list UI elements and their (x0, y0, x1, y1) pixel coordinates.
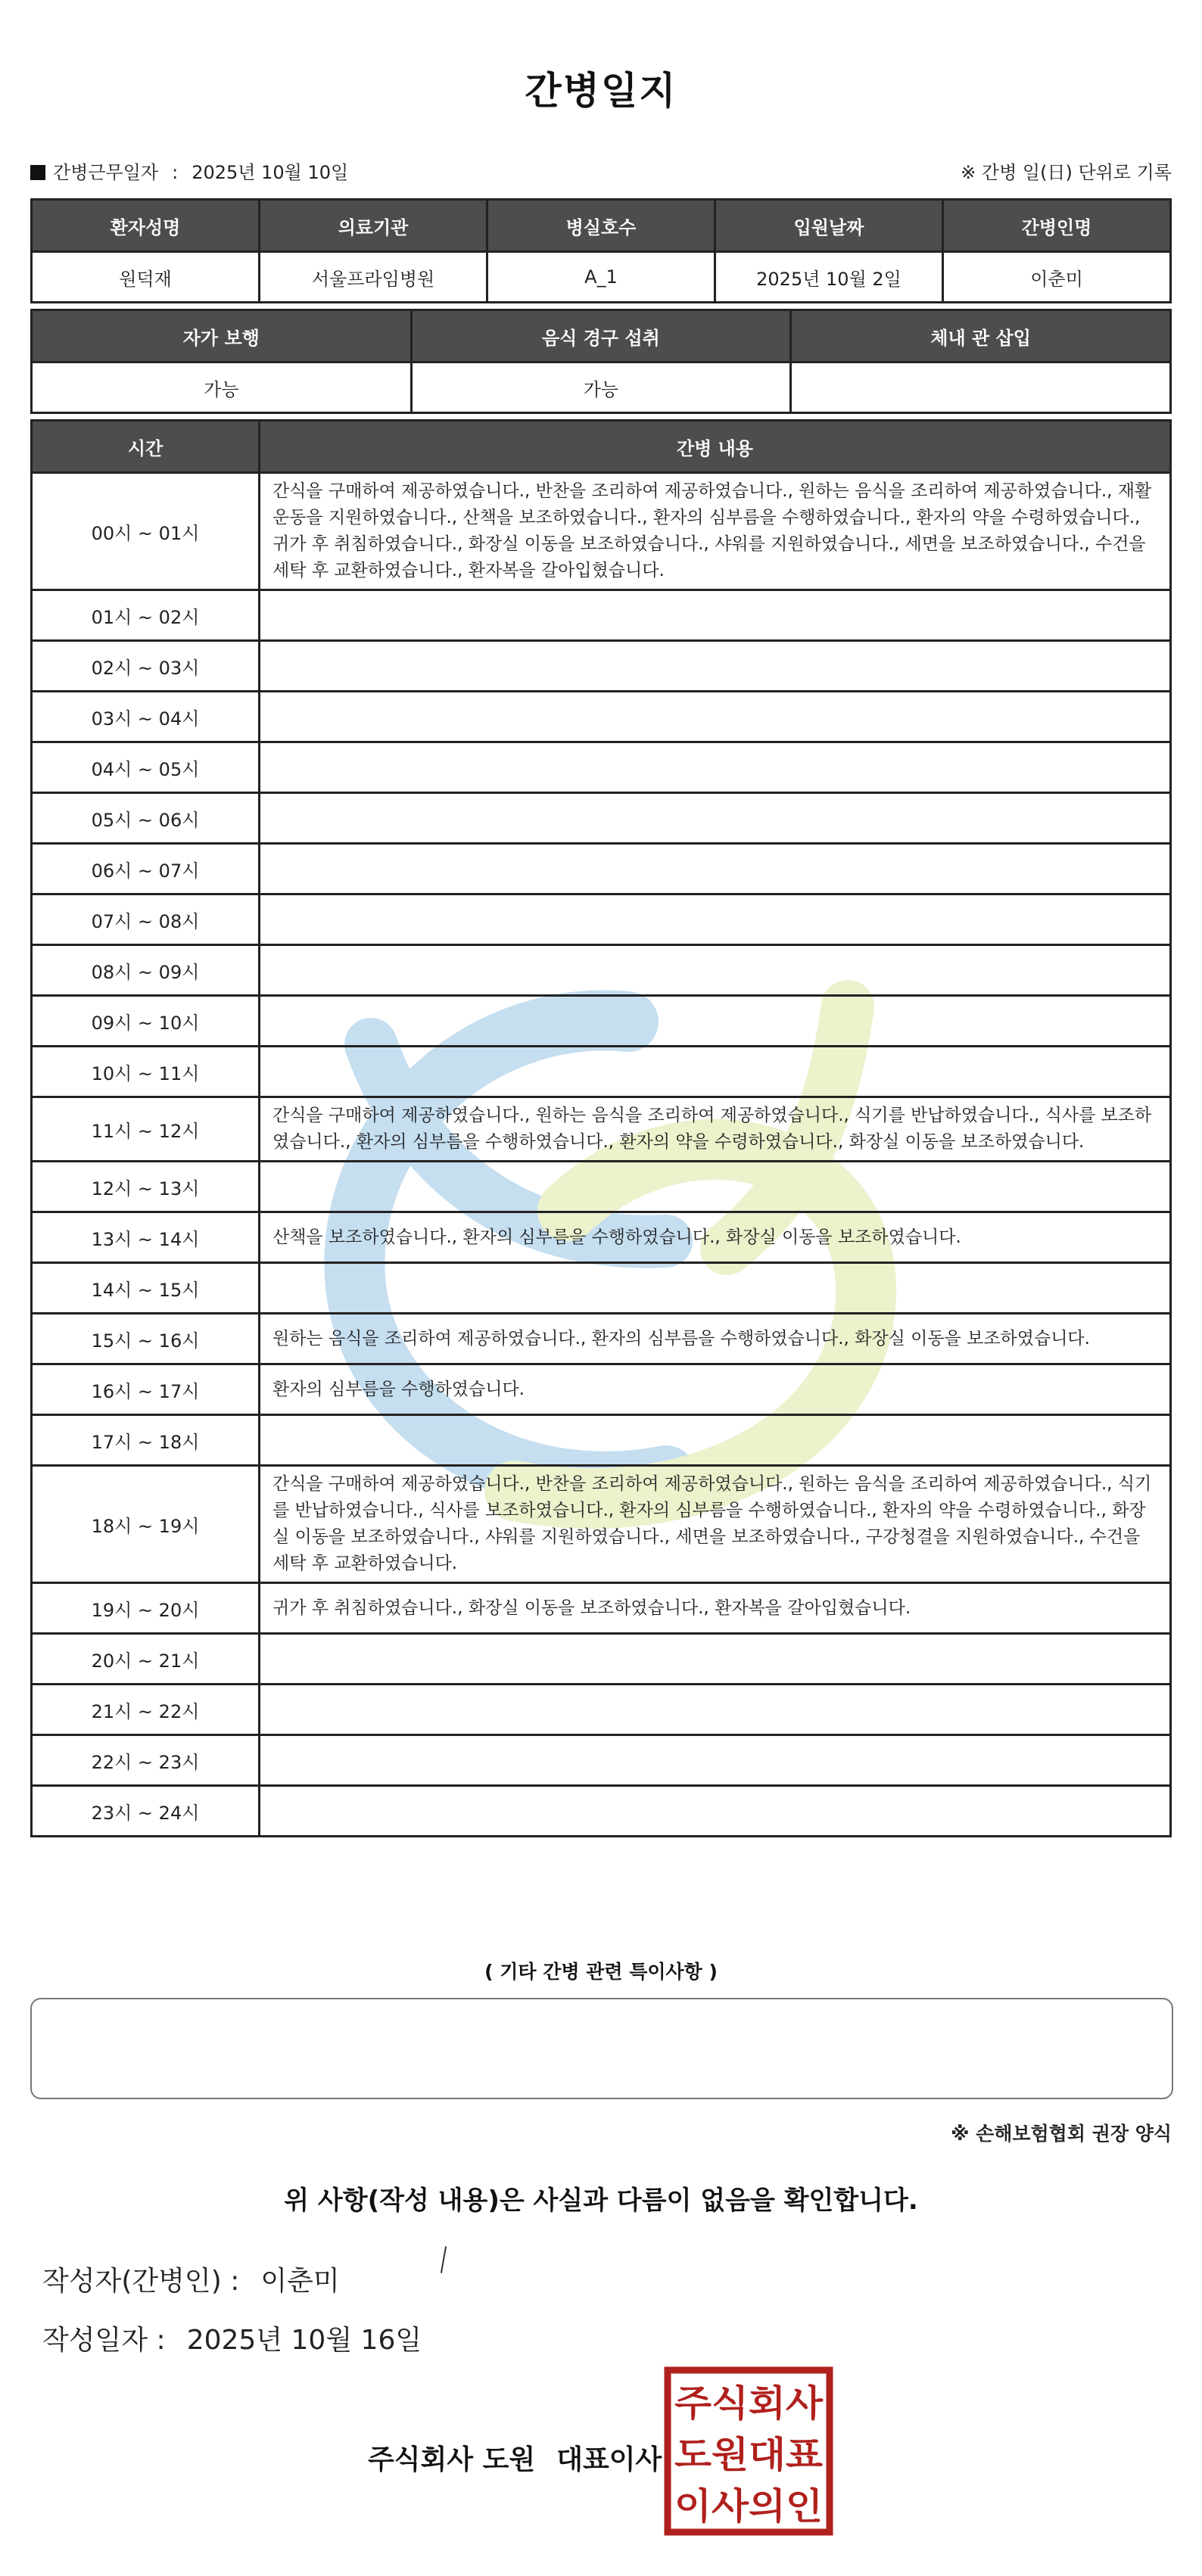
care-log-table (30, 419, 1172, 1837)
caregiver-name: 이춘미 (943, 252, 1171, 303)
log-content-cell: 산책을 보조하였습니다., 환자의 심부름을 수행하였습니다., 화장실 이동을 보조하였습니다. (260, 1212, 1171, 1263)
log-content-cell (260, 590, 1171, 641)
care-log-row (32, 1786, 1171, 1837)
log-time-cell: 04시 ~ 05시 (32, 742, 260, 793)
company-seal-stamp-icon (663, 2366, 834, 2537)
tube-insertion-value (791, 362, 1171, 413)
patient-status-value-row (32, 362, 1171, 413)
care-log-row (32, 1263, 1171, 1314)
log-content-cell: 간식을 구매하여 제공하였습니다., 원하는 음식을 조리하여 제공하였습니다., 식기를 반납하였습니다., 식사를 보조하였습니다., 환자의 심부름을 수행하였습니다., 환자의 약을 수령하였습니다., 화장실 이동을 보조하였습니다. (260, 1097, 1171, 1162)
care-log-row (32, 945, 1171, 996)
header-time: 시간 (32, 421, 260, 473)
log-content-cell (260, 742, 1171, 793)
work-date-colon: : (172, 162, 179, 183)
care-log-row (32, 844, 1171, 894)
patient-info-value-row (32, 252, 1171, 303)
log-time-cell: 10시 ~ 11시 (32, 1047, 260, 1097)
log-content-cell (260, 1685, 1171, 1735)
care-log-row (32, 894, 1171, 945)
written-date-label: 작성일자 : (42, 2325, 166, 2356)
patient-status-header-row (32, 310, 1171, 362)
written-date-line (42, 2319, 422, 2357)
log-time-cell: 11시 ~ 12시 (32, 1097, 260, 1162)
stamp-text-line: 도원대표 (674, 2434, 824, 2476)
header-hospital: 의료기관 (260, 200, 487, 252)
log-time-cell: 08시 ~ 09시 (32, 945, 260, 996)
log-content-cell (260, 1047, 1171, 1097)
company-name: 주식회사 도원 (368, 2444, 536, 2475)
log-content-cell: 귀가 후 취침하였습니다., 화장실 이동을 보조하였습니다., 환자복을 갈아입혔습니다. (260, 1583, 1171, 1634)
log-time-cell: 20시 ~ 21시 (32, 1634, 260, 1685)
log-time-cell: 21시 ~ 22시 (32, 1685, 260, 1735)
header-admission-date: 입원날짜 (715, 200, 943, 252)
care-log-row (32, 1415, 1171, 1466)
record-unit-note: ※ 간병 일(日) 단위로 기록 (961, 162, 1172, 183)
hospital-name: 서울프라임병원 (260, 252, 487, 303)
log-content-cell (260, 1162, 1171, 1212)
care-log-header-row (32, 421, 1171, 473)
special-notes-title: ( 기타 간병 관련 특이사항 ) (484, 1961, 718, 1983)
log-content-cell (260, 1786, 1171, 1837)
log-time-cell: 14시 ~ 15시 (32, 1263, 260, 1314)
writer-label: 작성자(간병인) : (42, 2266, 240, 2297)
log-time-cell: 16시 ~ 17시 (32, 1364, 260, 1415)
log-content-cell (260, 641, 1171, 692)
care-log-row (32, 590, 1171, 641)
self-walking-value: 가능 (32, 362, 412, 413)
log-content-cell: 간식을 구매하여 제공하였습니다., 반찬을 조리하여 제공하였습니다., 원하는 음식을 조리하여 제공하였습니다., 재활운동을 지원하였습니다., 산책을 보조하였습니다., 환자의 심부름을 수행하였습니다., 환자의 약을 수령하였습니다., 귀가 후 취침하였습니다., 화장실 이동을 보조하였습니다., 샤워를 지원하였습니다., 세면을 보조하였습니다., 수건을 세탁 후 교환하였습니다., 환자복을 갈아입혔습니다. (260, 473, 1171, 590)
log-time-cell: 00시 ~ 01시 (32, 473, 260, 590)
confirmation-statement: 위 사항(작성 내용)은 사실과 다름이 없음을 확인합니다. (284, 2186, 918, 2216)
log-content-cell (260, 1735, 1171, 1786)
work-date-line (30, 157, 348, 184)
log-time-cell: 13시 ~ 14시 (32, 1212, 260, 1263)
log-time-cell: 22시 ~ 23시 (32, 1735, 260, 1786)
header-caregiver-name: 간병인명 (943, 200, 1171, 252)
log-time-cell: 09시 ~ 10시 (32, 996, 260, 1047)
care-log-row (32, 1314, 1171, 1364)
header-tube-insertion: 체내 관 삽입 (791, 310, 1171, 362)
log-content-cell (260, 1634, 1171, 1685)
care-log-row (32, 1466, 1171, 1583)
stamp-text-line: 이사의인 (674, 2485, 823, 2528)
header-patient-name: 환자성명 (32, 200, 260, 252)
care-log-row (32, 996, 1171, 1047)
care-log-row (32, 1047, 1171, 1097)
company-title: 대표이사 (556, 2444, 662, 2475)
signature-mark (441, 2246, 447, 2273)
log-time-cell: 18시 ~ 19시 (32, 1466, 260, 1583)
log-time-cell: 06시 ~ 07시 (32, 844, 260, 894)
care-log-row (32, 692, 1171, 742)
log-content-cell (260, 996, 1171, 1047)
care-log-row (32, 473, 1171, 590)
log-time-cell: 12시 ~ 13시 (32, 1162, 260, 1212)
log-content-cell: 환자의 심부름을 수행하였습니다. (260, 1364, 1171, 1415)
care-log-row (32, 1634, 1171, 1685)
log-time-cell: 05시 ~ 06시 (32, 793, 260, 844)
writer-name: 이춘미 (260, 2266, 340, 2297)
log-time-cell: 23시 ~ 24시 (32, 1786, 260, 1837)
log-time-cell: 02시 ~ 03시 (32, 641, 260, 692)
log-content-cell (260, 844, 1171, 894)
document-title: 간병일지 (525, 69, 677, 113)
log-content-cell (260, 692, 1171, 742)
log-time-cell: 07시 ~ 08시 (32, 894, 260, 945)
room-number: A_1 (487, 252, 715, 303)
log-time-cell: 17시 ~ 18시 (32, 1415, 260, 1466)
log-content-cell: 간식을 구매하여 제공하였습니다., 반찬을 조리하여 제공하였습니다., 원하는 음식을 조리하여 제공하였습니다., 식기를 반납하였습니다., 식사를 보조하였습니다., 환자의 심부름을 수행하였습니다., 환자의 약을 수령하였습니다., 화장실 이동을 보조하였습니다., 샤워를 지원하였습니다., 세면을 보조하였습니다., 구강청결을 지원하였습니다., 수건을 세탁 후 교환하였습니다. (260, 1466, 1171, 1583)
patient-status-table (30, 309, 1172, 414)
stamp-text-line: 주식회사 (674, 2382, 824, 2425)
care-log-row (32, 641, 1171, 692)
care-log-row (32, 1735, 1171, 1786)
log-content-cell (260, 945, 1171, 996)
log-content-cell: 원하는 음식을 조리하여 제공하였습니다., 환자의 심부름을 수행하였습니다., 화장실 이동을 보조하였습니다. (260, 1314, 1171, 1364)
header-self-walking: 자가 보행 (32, 310, 412, 362)
oral-intake-value: 가능 (411, 362, 791, 413)
log-content-cell (260, 894, 1171, 945)
admission-date: 2025년 10월 2일 (715, 252, 943, 303)
care-log-row (32, 742, 1171, 793)
patient-name: 원덕재 (32, 252, 260, 303)
care-log-row (32, 1212, 1171, 1263)
recommended-form-note: ※ 손해보험협회 권장 양식 (951, 2123, 1172, 2145)
writer-line (42, 2260, 340, 2298)
patient-info-table (30, 198, 1172, 303)
header-oral-intake: 음식 경구 섭취 (411, 310, 791, 362)
log-time-cell: 19시 ~ 20시 (32, 1583, 260, 1634)
special-notes-box (30, 1998, 1173, 2099)
care-log-row (32, 1685, 1171, 1735)
header-room-number: 병실호수 (487, 200, 715, 252)
log-content-cell (260, 1263, 1171, 1314)
log-content-cell (260, 793, 1171, 844)
work-date-label: 간병근무일자 (53, 162, 159, 183)
written-date-value: 2025년 10월 16일 (186, 2325, 422, 2356)
log-time-cell: 01시 ~ 02시 (32, 590, 260, 641)
work-date-value: 2025년 10월 10일 (192, 162, 349, 183)
company-line (368, 2438, 662, 2477)
patient-info-header-row (32, 200, 1171, 252)
log-time-cell: 03시 ~ 04시 (32, 692, 260, 742)
care-log-row (32, 793, 1171, 844)
care-log-row (32, 1162, 1171, 1212)
log-content-cell (260, 1415, 1171, 1466)
care-log-row (32, 1583, 1171, 1634)
square-bullet-icon (30, 165, 45, 180)
header-care-content: 간병 내용 (260, 421, 1171, 473)
care-log-rows (32, 473, 1171, 1837)
care-log-row (32, 1364, 1171, 1415)
care-log-row (32, 1097, 1171, 1162)
log-time-cell: 15시 ~ 16시 (32, 1314, 260, 1364)
